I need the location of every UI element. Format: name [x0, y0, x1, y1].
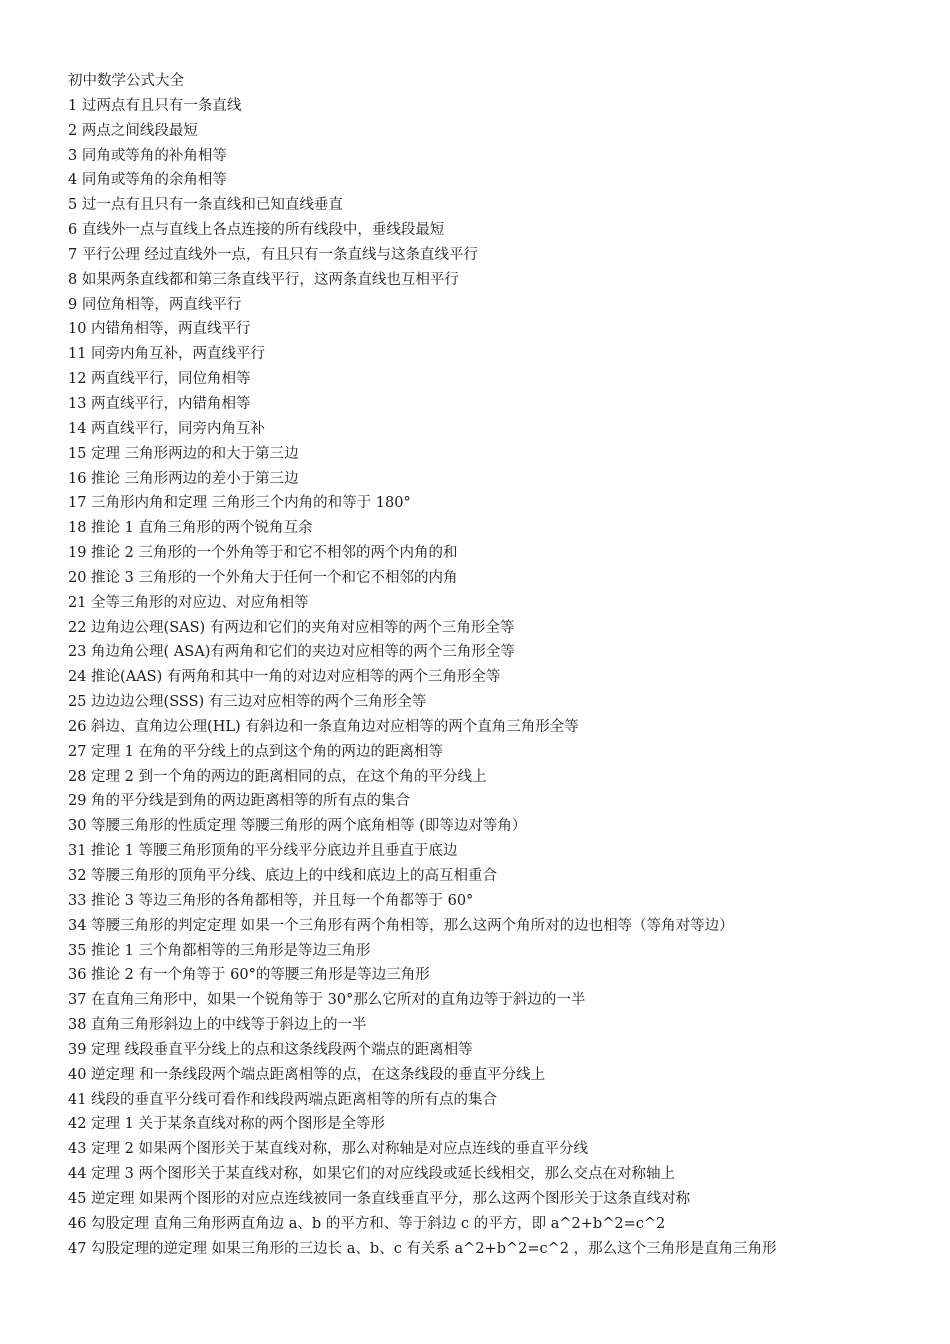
formula-item-18: 18 推论 1 直角三角形的两个锐角互余 [68, 520, 313, 537]
formula-item-30: 30 等腰三角形的性质定理 等腰三角形的两个底角相等 (即等边对等角） [68, 818, 527, 835]
formula-item-15: 15 定理 三角形两边的和大于第三边 [68, 445, 299, 462]
formula-item-14: 14 两直线平行，同旁内角互补 [68, 420, 266, 437]
formula-item-45: 45 逆定理 如果两个图形的对应点连线被同一条直线垂直平分，那么这两个图形关于这条直线对称 [68, 1190, 691, 1207]
formula-item-41: 41 线段的垂直平分线可看作和线段两端点距离相等的所有点的集合 [68, 1091, 498, 1108]
formula-item-28: 28 定理 2 到一个角的两边的距离相同的点，在这个角的平分线上 [68, 768, 487, 785]
formula-item-34: 34 等腰三角形的判定定理 如果一个三角形有两个角相等，那么这两个角所对的边也相等（等角对等边） [68, 917, 734, 934]
formula-item-22: 22 边角边公理(SAS) 有两边和它们的夹角对应相等的两个三角形全等 [68, 619, 515, 636]
formula-item-17: 17 三角形内角和定理 三角形三个内角的和等于 180° [68, 495, 411, 512]
formula-item-39: 39 定理 线段垂直平分线上的点和这条线段两个端点的距离相等 [68, 1041, 473, 1058]
formula-item-44: 44 定理 3 两个图形关于某直线对称，如果它们的对应线段或延长线相交，那么交点在对称轴上 [68, 1166, 675, 1183]
formula-item-40: 40 逆定理 和一条线段两个端点距离相等的点，在这条线段的垂直平分线上 [68, 1066, 546, 1083]
formula-item-10: 10 内错角相等，两直线平行 [68, 321, 251, 338]
formula-item-38: 38 直角三角形斜边上的中线等于斜边上的一半 [68, 1017, 367, 1034]
formula-item-46: 46 勾股定理 直角三角形两直角边 a、b 的平方和、等于斜边 c 的平方，即 a^2+b^2=c^2 [68, 1215, 666, 1232]
formula-item-1: 1 过两点有且只有一条直线 [68, 97, 242, 114]
formula-item-16: 16 推论 三角形两边的差小于第三边 [68, 470, 299, 487]
document-body [68, 69, 928, 1262]
formula-item-2: 2 两点之间线段最短 [68, 122, 198, 139]
formula-item-33: 33 推论 3 等边三角形的各角都相等，并且每一个角都等于 60° [68, 892, 474, 909]
formula-item-47: 47 勾股定理的逆定理 如果三角形的三边长 a、b、c 有关系 a^2+b^2=c^2 ，那么这个三角形是直角三角形 [68, 1240, 777, 1257]
formula-item-9: 9 同位角相等，两直线平行 [68, 296, 242, 313]
formula-item-26: 26 斜边、直角边公理(HL) 有斜边和一条直角边对应相等的两个直角三角形全等 [68, 718, 579, 735]
formula-item-7: 7 平行公理 经过直线外一点，有且只有一条直线与这条直线平行 [68, 246, 478, 263]
formula-item-23: 23 角边角公理( ASA)有两角和它们的夹边对应相等的两个三角形全等 [68, 644, 515, 661]
formula-item-31: 31 推论 1 等腰三角形顶角的平分线平分底边并且垂直于底边 [68, 843, 458, 860]
formula-item-24: 24 推论(AAS) 有两角和其中一角的对边对应相等的两个三角形全等 [68, 669, 501, 686]
formula-item-21: 21 全等三角形的对应边、对应角相等 [68, 594, 309, 611]
formula-item-13: 13 两直线平行，内错角相等 [68, 395, 251, 412]
formula-item-42: 42 定理 1 关于某条直线对称的两个图形是全等形 [68, 1116, 386, 1133]
formula-item-3: 3 同角或等角的补角相等 [68, 147, 227, 164]
formula-item-8: 8 如果两条直线都和第三条直线平行，这两条直线也互相平行 [68, 271, 459, 288]
formula-item-43: 43 定理 2 如果两个图形关于某直线对称，那么对称轴是对应点连线的垂直平分线 [68, 1141, 589, 1158]
formula-item-29: 29 角的平分线是到角的两边距离相等的所有点的集合 [68, 793, 411, 810]
formula-item-35: 35 推论 1 三个角都相等的三角形是等边三角形 [68, 942, 371, 959]
formula-item-32: 32 等腰三角形的顶角平分线、底边上的中线和底边上的高互相重合 [68, 868, 498, 884]
formula-item-19: 19 推论 2 三角形的一个外角等于和它不相邻的两个内角的和 [68, 545, 458, 562]
document-title: 初中数学公式大全 [68, 73, 184, 89]
formula-item-27: 27 定理 1 在角的平分线上的点到这个角的两边的距离相等 [68, 743, 444, 760]
formula-item-25: 25 边边边公理(SSS) 有三边对应相等的两个三角形全等 [68, 694, 427, 711]
formula-item-11: 11 同旁内角互补，两直线平行 [68, 346, 266, 363]
formula-item-6: 6 直线外一点与直线上各点连接的所有线段中，垂线段最短 [68, 222, 445, 239]
formula-list [68, 94, 928, 1262]
formula-item-36: 36 推论 2 有一个角等于 60°的等腰三角形是等边三角形 [68, 967, 430, 984]
formula-item-12: 12 两直线平行，同位角相等 [68, 371, 251, 388]
formula-item-5: 5 过一点有且只有一条直线和已知直线垂直 [68, 197, 343, 214]
formula-item-20: 20 推论 3 三角形的一个外角大于任何一个和它不相邻的内角 [68, 569, 458, 586]
formula-item-4: 4 同角或等角的余角相等 [68, 172, 227, 189]
formula-item-37: 37 在直角三角形中，如果一个锐角等于 30°那么它所对的直角边等于斜边的一半 [68, 992, 586, 1009]
